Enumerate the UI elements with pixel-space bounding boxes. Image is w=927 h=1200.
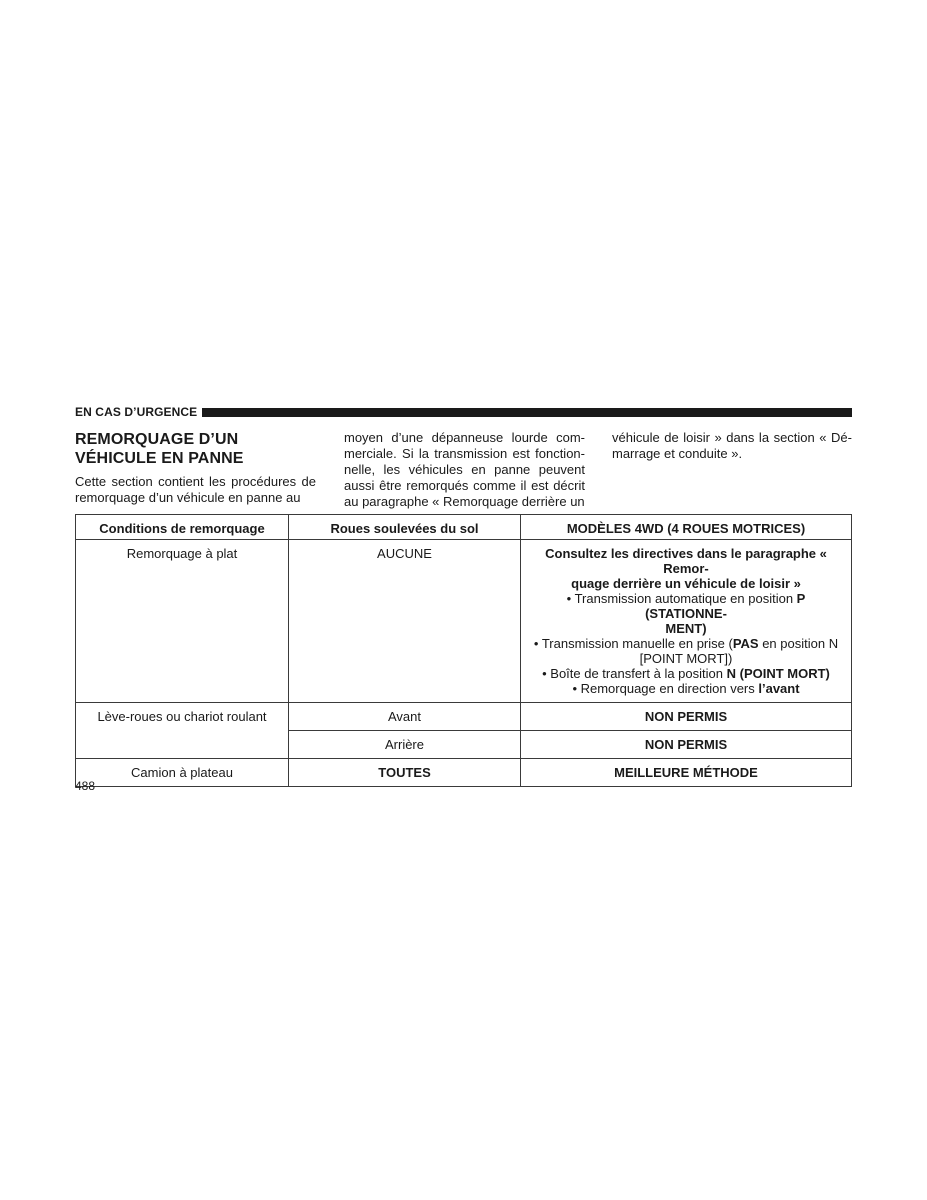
cell-flat-condition: Remorquage à plat (76, 540, 289, 703)
bullet-manual-transmission-cont: [POINT MORT]) (639, 651, 733, 666)
intro-column-1: Cette section contient les procédures de remorquage d’un véhicule en panne au (75, 474, 316, 505)
header-wheels: Roues soulevées du sol (289, 515, 521, 540)
bullet-automatic-transmission-cont: MENT) (665, 621, 707, 636)
page-title (75, 430, 320, 468)
directive-note-line2: quage derrière un véhicule de loisir » (571, 576, 801, 591)
bullet-towing-direction: • Remorquage en direction vers l’avant (572, 681, 800, 696)
cell-flat-wheels: AUCUNE (289, 540, 521, 703)
bullet-manual-transmission: • Transmission manuelle en prise (PAS en position N (533, 636, 839, 651)
cell-lift-front-wheels: Avant (289, 703, 521, 731)
cell-flatbed-condition: Camion à plateau (76, 759, 289, 787)
intro-column-2: moyen d’une dépanneuse lourde com-merciale. Si la transmission est fonction-nelle, les véhicules en panne peuvent aussi être remorqués comme il est décrit au paragraphe « Remorquage derrière un (344, 430, 585, 509)
cell-lift-rear-wheels: Arrière (289, 731, 521, 759)
table-row (76, 540, 852, 703)
cell-lift-front-value: NON PERMIS (521, 703, 852, 731)
table-row (76, 703, 852, 731)
header-rule (202, 408, 852, 417)
towing-table (75, 514, 852, 787)
section-title: EN CAS D’URGENCE (75, 405, 198, 419)
header-4wd: MODÈLES 4WD (4 ROUES MOTRICES) (521, 515, 852, 540)
table-row (76, 759, 852, 787)
cell-lift-condition: Lève-roues ou chariot roulant (76, 703, 289, 759)
header-conditions: Conditions de remorquage (76, 515, 289, 540)
page-title-line2: VÉHICULE EN PANNE (75, 450, 244, 467)
cell-lift-rear-value: NON PERMIS (521, 731, 852, 759)
section-header (75, 405, 852, 419)
cell-flat-directives (521, 540, 852, 703)
page-title-line1: REMORQUAGE D’UN (75, 431, 239, 448)
cell-flatbed-value: MEILLEURE MÉTHODE (521, 759, 852, 787)
intro-column-3: véhicule de loisir » dans la section « Dé-marrage et conduite ». (612, 430, 852, 461)
page-number: 488 (75, 779, 96, 793)
bullet-transfer-case: • Boîte de transfert à la position N (POINT MORT) (542, 666, 830, 681)
directive-note-line1: Consultez les directives dans le paragraphe « Remor- (545, 546, 827, 576)
table-header-row (76, 515, 852, 540)
cell-flatbed-wheels: TOUTES (289, 759, 521, 787)
bullet-automatic-transmission: • Transmission automatique en position P (STATIONNE- (566, 591, 806, 621)
